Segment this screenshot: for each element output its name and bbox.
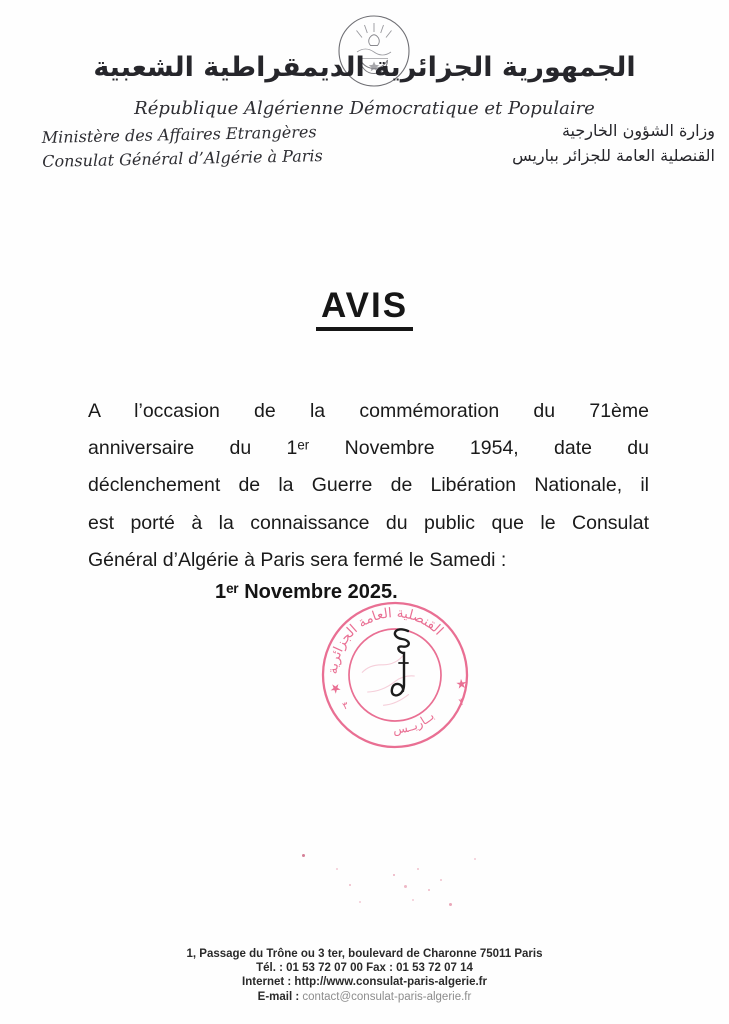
stamp-side-mark: ٣: [457, 696, 467, 709]
body-line: déclenchement de la Guerre de Libération Nationale, il: [88, 474, 649, 497]
footer-phone-fax: Tél. : 01 53 72 07 00 Fax : 01 53 72 07 14: [256, 962, 473, 975]
letterhead-left: [42, 120, 323, 174]
body-line: A l’occasion de la commémoration du 71ème: [88, 400, 649, 422]
ministry-line-ar: وزارة الشؤون الخارجية: [561, 121, 715, 140]
french-republic-title: République Algérienne Démocratique et Populaire: [134, 98, 595, 119]
stamp-top-text: القنصلية العامة الجزائرية: [324, 605, 447, 675]
consulate-line-ar: القنصلية العامة للجزائر بباريس: [512, 146, 715, 165]
consulate-line-fr: Consulat Général d’Algérie à Paris: [42, 146, 323, 171]
official-stamp: [305, 585, 485, 765]
body-line: anniversaire du 1ᵉʳ Novembre 1954, date du: [88, 437, 649, 460]
stamp-bottom-text: بــاريــس: [392, 708, 438, 737]
arabic-republic-title: الجمهورية الجزائرية الديمقراطية الشعبية: [93, 52, 636, 83]
stamp-side-mark: ٣: [341, 700, 351, 713]
notice-title-row: [0, 286, 729, 331]
footer-address: 1, Passage du Trône ou 3 ter, boulevard de Charonne 75011 Paris: [186, 948, 543, 960]
ministry-line-fr: Ministère des Affaires Etrangères: [41, 122, 317, 147]
star-icon: ★: [326, 678, 345, 698]
letterhead-right: [512, 118, 715, 168]
footer-email: [0, 990, 729, 1004]
body-line: Général d’Algérie à Paris sera fermé le Samedi :: [88, 548, 507, 571]
footer-internet: Internet : http://www.consulat-paris-algerie.fr: [242, 976, 487, 989]
footer-email-value: contact@consulat-paris-algerie.fr: [302, 990, 472, 1003]
star-icon: ★: [454, 675, 468, 692]
body-line: est porté à la connaissance du public que le Consulat: [88, 511, 649, 534]
notice-body: [88, 393, 649, 579]
closure-date: 1ᵉʳ Novembre 2025.: [215, 581, 398, 603]
footer: [0, 947, 729, 1004]
footer-email-label: E-mail :: [257, 990, 303, 1003]
notice-title: AVIS: [316, 286, 413, 331]
